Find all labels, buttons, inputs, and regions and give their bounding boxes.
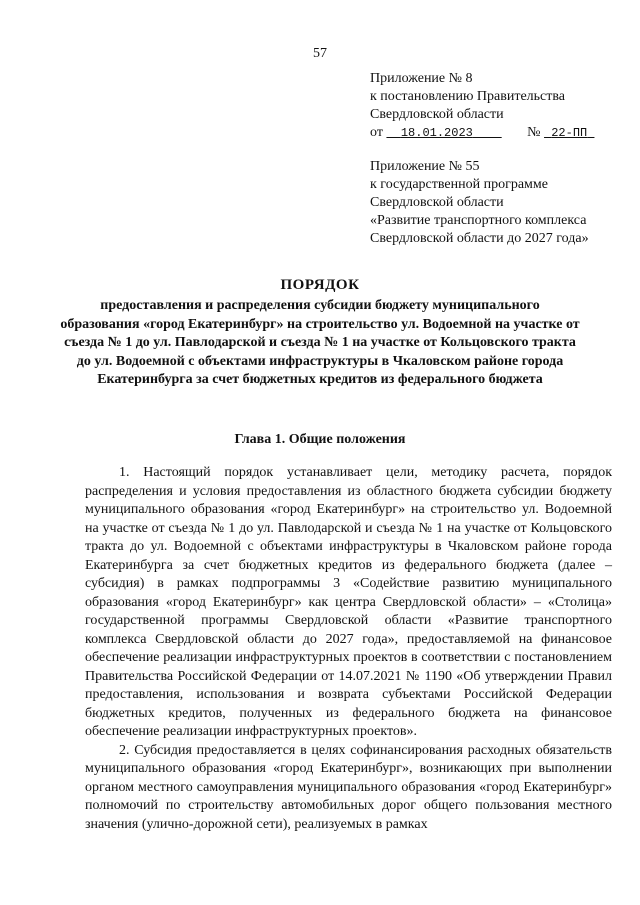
appendix-8-line2: к постановлению Правительства bbox=[370, 89, 566, 104]
decree-date: 18.01.2023 bbox=[400, 126, 473, 140]
decree-number: 22-ПП bbox=[551, 126, 588, 140]
appendix-55-line5: Свердловской области до 2027 года» bbox=[370, 231, 589, 246]
appendix-8-title: Приложение № 8 bbox=[370, 71, 473, 86]
body-text bbox=[85, 464, 612, 834]
document-subtitle: предоставления и распределения субсидии бюджету муниципального образования «город Екатеринбург» на строительство ул. Водоемной на участке от съезда № 1 до ул. Павлодарской и съезда № 1 на участке от Кольцовского тракта до ул. Водоемной с объектами инфраструктуры в Чкаловском районе города Екатеринбурга за счет бюджетных кредитов из федерального бюджета bbox=[60, 298, 580, 387]
appendix-8-header bbox=[370, 70, 594, 142]
page-number: 57 bbox=[313, 46, 327, 61]
number-label: № bbox=[527, 125, 541, 140]
appendix-55-line2: к государственной программе bbox=[370, 177, 548, 192]
chapter-heading: Глава 1. Общие положения bbox=[234, 432, 406, 447]
appendix-55-header bbox=[370, 158, 589, 248]
appendix-55-line3: Свердловской области bbox=[370, 195, 504, 210]
appendix-8-date-line bbox=[370, 124, 594, 142]
appendix-55-line4: «Развитие транспортного комплекса bbox=[370, 213, 587, 228]
appendix-8-line3: Свердловской области bbox=[370, 107, 504, 122]
paragraph-2: 2. Субсидия предоставляется в целях софинансирования расходных обязательств муниципального образования «город Екатеринбург», возникающих при выполнении органом местного самоуправления муниципального образования «город Екатеринбург» полномочий по строительству автомобильных дорог общего пользования местного значения (улично-дорожной сети), реализуемых в рамках bbox=[85, 742, 612, 832]
document-title: ПОРЯДОК bbox=[280, 277, 360, 293]
paragraph-1: 1. Настоящий порядок устанавливает цели, методику расчета, порядок распределения и условия предоставления из областного бюджета субсидии бюджету муниципального образования «город Екатеринбург» на строительство ул. Водоемной на участке от съезда № 1 до ул. Павлодарской и съезда № 1 на участке от Кольцовского тракта до ул. Водоемной с объектами инфраструктуры в Чкаловском районе города Екатеринбурга за счет бюджетных кредитов из федерального бюджета (далее – субсидия) в рамках подпрограммы 3 «Содействие развитию муниципального образования «город Екатеринбург» как центра Свердловской области» – «Столица» государственной программы Свердловской области «Развитие транспортного комплекса Свердловской области до 2027 года», предоставляемой на финансовое обеспечение реализации инфраструктурных проектов в соответствии с постановлением Правительства Российской Федерации от 14.07.2021 № 1190 «Об утверждении Правил предоставления, использования и возврата субъектами Российской Федерации бюджетных кредитов, полученных из федерального бюджета на финансовое обеспечение реализации инфраструктурных проектов». bbox=[85, 465, 612, 739]
from-label: от bbox=[370, 125, 383, 140]
appendix-55-title: Приложение № 55 bbox=[370, 159, 480, 174]
